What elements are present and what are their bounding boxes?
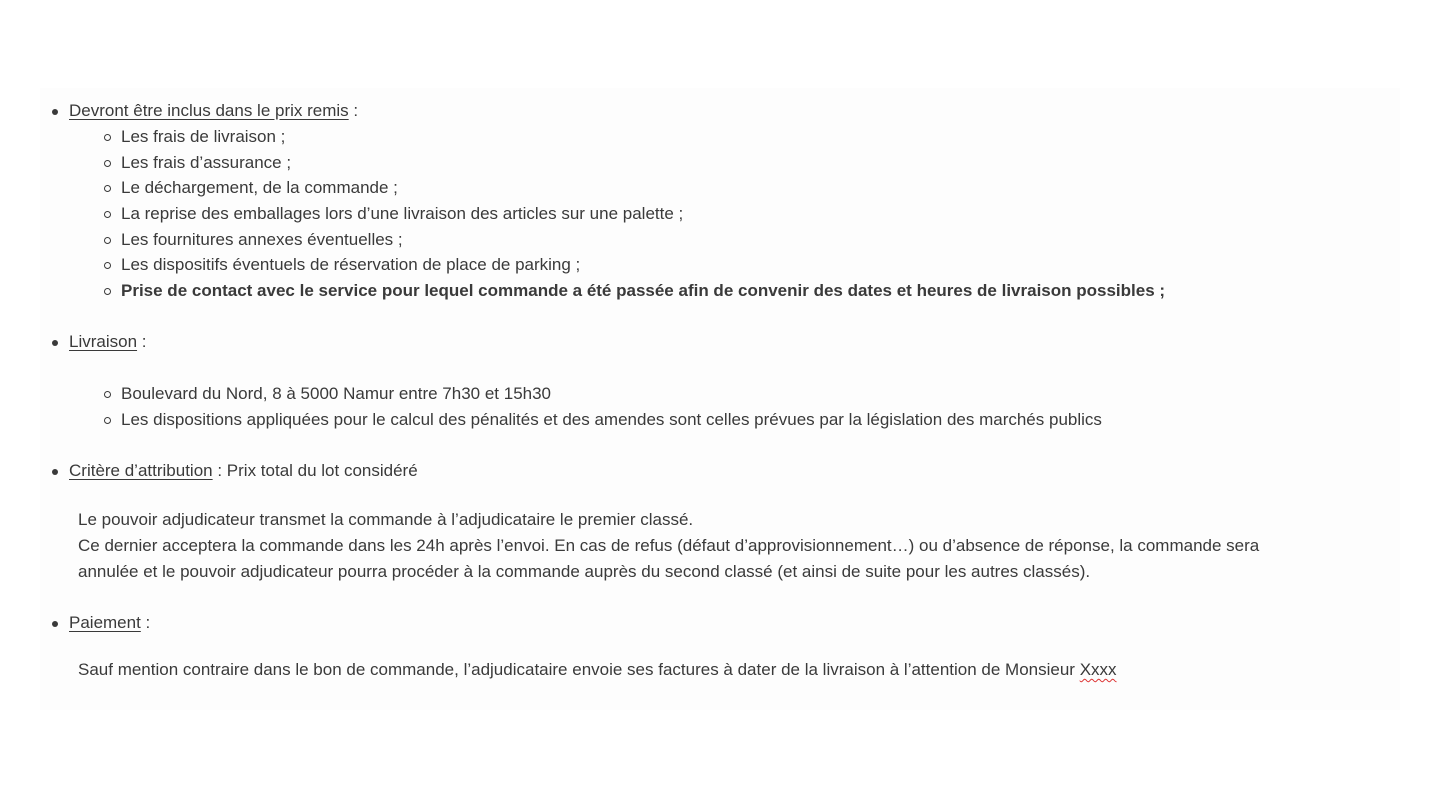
- bullet-circle: [104, 211, 111, 218]
- bullet-circle: [104, 134, 111, 141]
- bullet-disc: [52, 621, 58, 627]
- list-item: Les fournitures annexes éventuelles ;: [121, 230, 403, 249]
- list-item: Le déchargement, de la commande ;: [121, 178, 398, 197]
- list-item: Boulevard du Nord, 8 à 5000 Namur entre 7h30 et 15h30: [121, 384, 552, 403]
- spellcheck-name: Xxxx: [1079, 660, 1117, 679]
- section-inclus: [69, 99, 358, 123]
- bullet-circle: [104, 391, 111, 398]
- bullet-circle: [104, 160, 111, 167]
- bullet-disc: [52, 469, 58, 475]
- document-body: [40, 88, 1400, 710]
- paragraph-line: annulée et le pouvoir adjudicateur pourra procéder à la commande auprès du second classé (et ainsi de suite pour les autres classés).: [78, 562, 1091, 581]
- section-livraison-heading: Livraison: [69, 332, 138, 351]
- paiement-text: Sauf mention contraire dans le bon de commande, l’adjudicataire envoie ses factures à dater de la livraison à l’attention de Monsieur: [78, 660, 1080, 679]
- list-item: Les dispositions appliquées pour le calcul des pénalités et des amendes sont celles prévues par la législation des marchés publics: [121, 410, 1102, 429]
- bullet-disc: [52, 109, 58, 115]
- bullet-circle: [104, 185, 111, 192]
- bullet-circle: [104, 288, 111, 295]
- paragraph-line: Ce dernier acceptera la commande dans les 24h après l’envoi. En cas de refus (défaut d’approvisionnement…) ou d’absence de réponse, la commande sera: [78, 536, 1260, 555]
- paragraph-line: [78, 658, 1117, 682]
- section-livraison: [69, 330, 147, 354]
- list-item-bold: Prise de contact avec le service pour lequel commande a été passée afin de convenir des dates et heures de livraison possibles ;: [121, 281, 1166, 300]
- list-item: Les dispositifs éventuels de réservation de place de parking ;: [121, 255, 581, 274]
- bullet-circle: [104, 417, 111, 424]
- bullet-disc: [52, 340, 58, 346]
- list-item: Les frais de livraison ;: [121, 127, 286, 146]
- section-paiement: [69, 611, 150, 635]
- bullet-circle: [104, 262, 111, 269]
- list-item: La reprise des emballages lors d’une livraison des articles sur une palette ;: [121, 204, 684, 223]
- section-inclus-suffix: :: [348, 101, 359, 120]
- section-critere-suffix: : Prix total du lot considéré: [212, 461, 418, 480]
- section-critere: [69, 459, 418, 483]
- paragraph-line: Le pouvoir adjudicateur transmet la commande à l’adjudicataire le premier classé.: [78, 510, 694, 529]
- section-paiement-heading: Paiement: [69, 613, 141, 632]
- section-critere-heading: Critère d’attribution: [69, 461, 213, 480]
- section-paiement-suffix: :: [140, 613, 151, 632]
- bullet-circle: [104, 237, 111, 244]
- section-livraison-suffix: :: [137, 332, 147, 351]
- list-item: Les frais d’assurance ;: [121, 153, 292, 172]
- section-inclus-heading: Devront être inclus dans le prix remis: [69, 101, 349, 120]
